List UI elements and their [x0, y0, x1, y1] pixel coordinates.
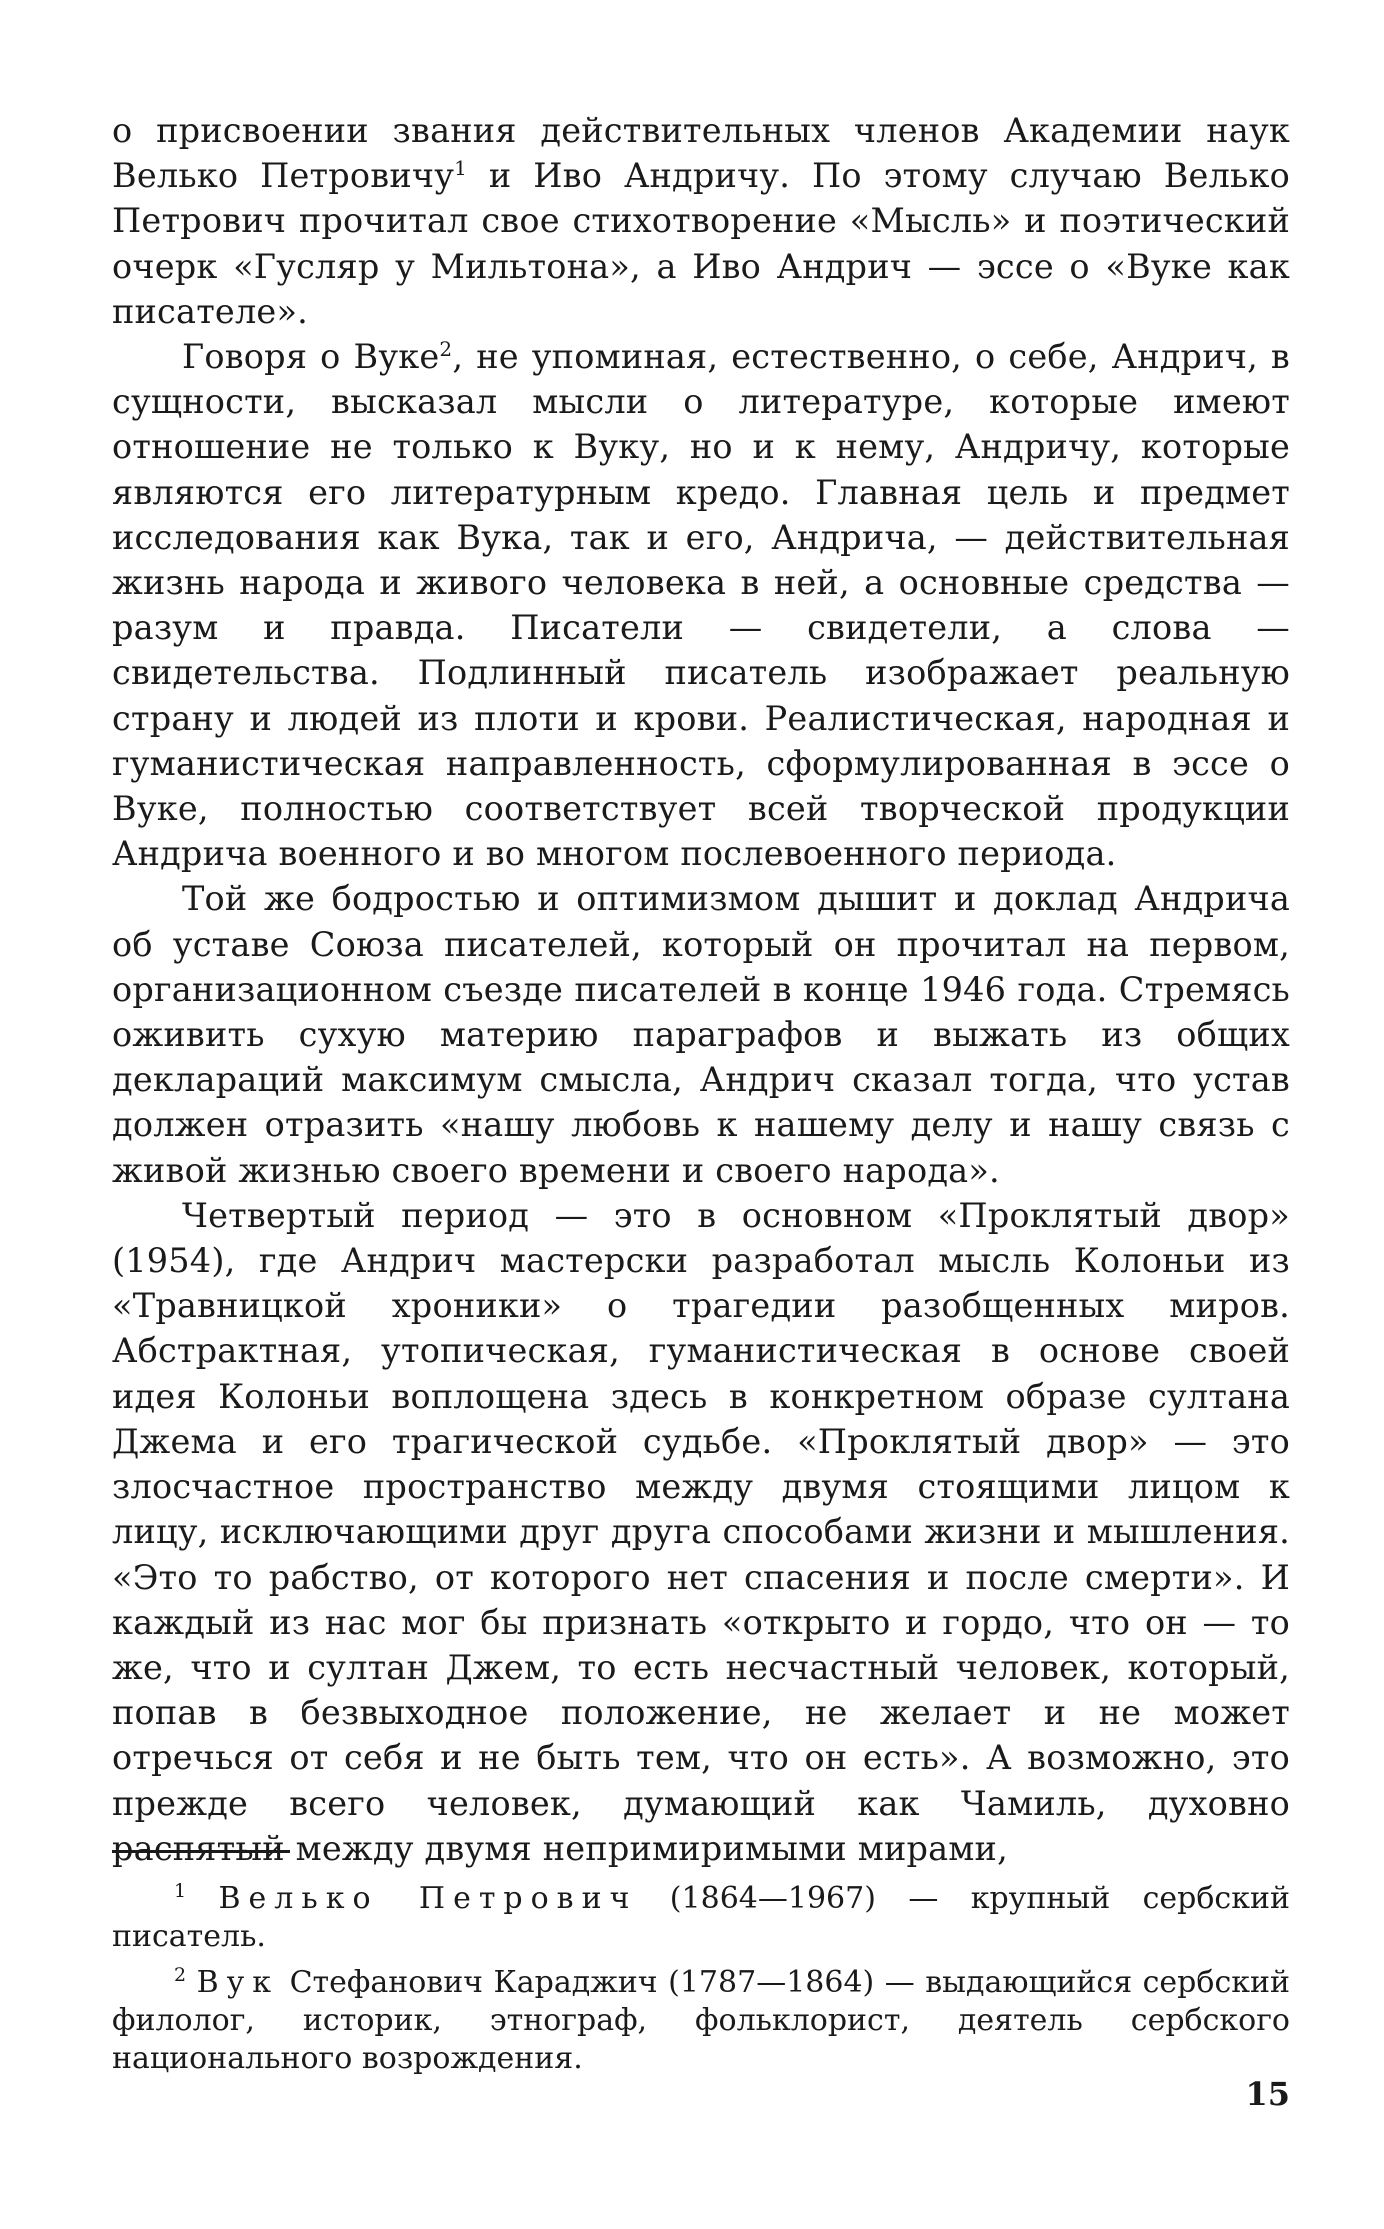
- paragraph-4: Четвертый период — это в основном «Проклятый двор» (1954), где Андрич мастерски разработал мысль Колоньи из «Травницкой хроники» о трагедии разобщенных миров. Абстрактная, утопическая, гуманистическая в основе своей идея Колоньи воплощена здесь в конкретном образе султана Джема и его трагической судьбе. «Проклятый двор» — это злосчастное пространство между двумя стоящими лицом к лицу, исключающими друг друга способами жизни и мышления. «Это то рабство, от которого нет спасения и после смерти». И каждый из нас мог бы признать «открыто и гордо, что он — то же, что и султан Джем, то есть несчастный человек, который, попав в безвыходное положение, не желает и не может отречься от себя и не быть тем, что он есть». А возможно, это прежде всего человек, думающий как Чамиль, духовно распятый между двумя непримиримыми мирами,: [112, 1195, 1290, 1868]
- paragraph-3: Той же бодростью и оптимизмом дышит и доклад Андрича об уставе Союза писателей, который он прочитал на первом, организационном съезде писателей в конце 1946 года. Стремясь оживить сухую материю параграфов и выжать из общих деклараций максимум смысла, Андрич сказал тогда, что устав должен отразить «нашу любовь к нашему делу и нашу связь с живой жизнью своего времени и своего народа».: [112, 879, 1290, 1190]
- footnote-mark-2: 2: [174, 1964, 187, 1986]
- footnote-ref-2: 2: [439, 336, 453, 361]
- footnote-2-text: Стефанович Караджич (1787—1864) — выдающийся сербский филолог, историк, этнограф, фольклорист, деятель сербского национального возрождения.: [112, 1965, 1290, 2076]
- main-text: [112, 108, 1290, 1871]
- page-number: 15: [1245, 2075, 1290, 2113]
- footnote-2: [112, 1956, 1290, 2078]
- footnote-1: [112, 1872, 1290, 1956]
- footnote-1-name: Велько Петрович: [218, 1881, 638, 1916]
- footnote-1-text: (1864—1967) — крупный сербский писатель.: [112, 1881, 1290, 1954]
- footnote-2-name: Вук: [196, 1965, 280, 2000]
- footnote-ref-1: 1: [454, 156, 468, 181]
- footnotes: [112, 1872, 1290, 2078]
- footnote-divider: [112, 1850, 290, 1853]
- paragraph-1: о присвоении звания действительных членов Академии наук Велько Петровичу$^1$ и Иво Андричу. По этому случаю Велько Петрович прочитал свое стихотворение «Мысль» и поэтический очерк «Гусляр у Мильтона», а Иво Андрич — эссе о «Вуке как писателе».: [112, 111, 1290, 331]
- paragraph-2: Говоря о Вуке$^2$, не упоминая, естественно, о себе, Андрич, в сущности, высказал мысли о литературе, которые имеют отношение не только к Вуку, но и к нему, Андричу, которые являются его литературным кредо. Главная цель и предмет исследования как Вука, так и его, Андрича, — действительная жизнь народа и живого человека в ней, а основные средства — разум и правда. Писатели — свидетели, а слова — свидетельства. Подлинный писатель изображает реальную страну и людей из плоти и крови. Реалистическая, народная и гуманистическая направленность, сформулированная в эссе о Вуке, полностью соответствует всей творческой продукции Андрича военного и во многом послевоенного периода.: [112, 336, 1290, 874]
- footnote-mark-1: 1: [174, 1880, 187, 1902]
